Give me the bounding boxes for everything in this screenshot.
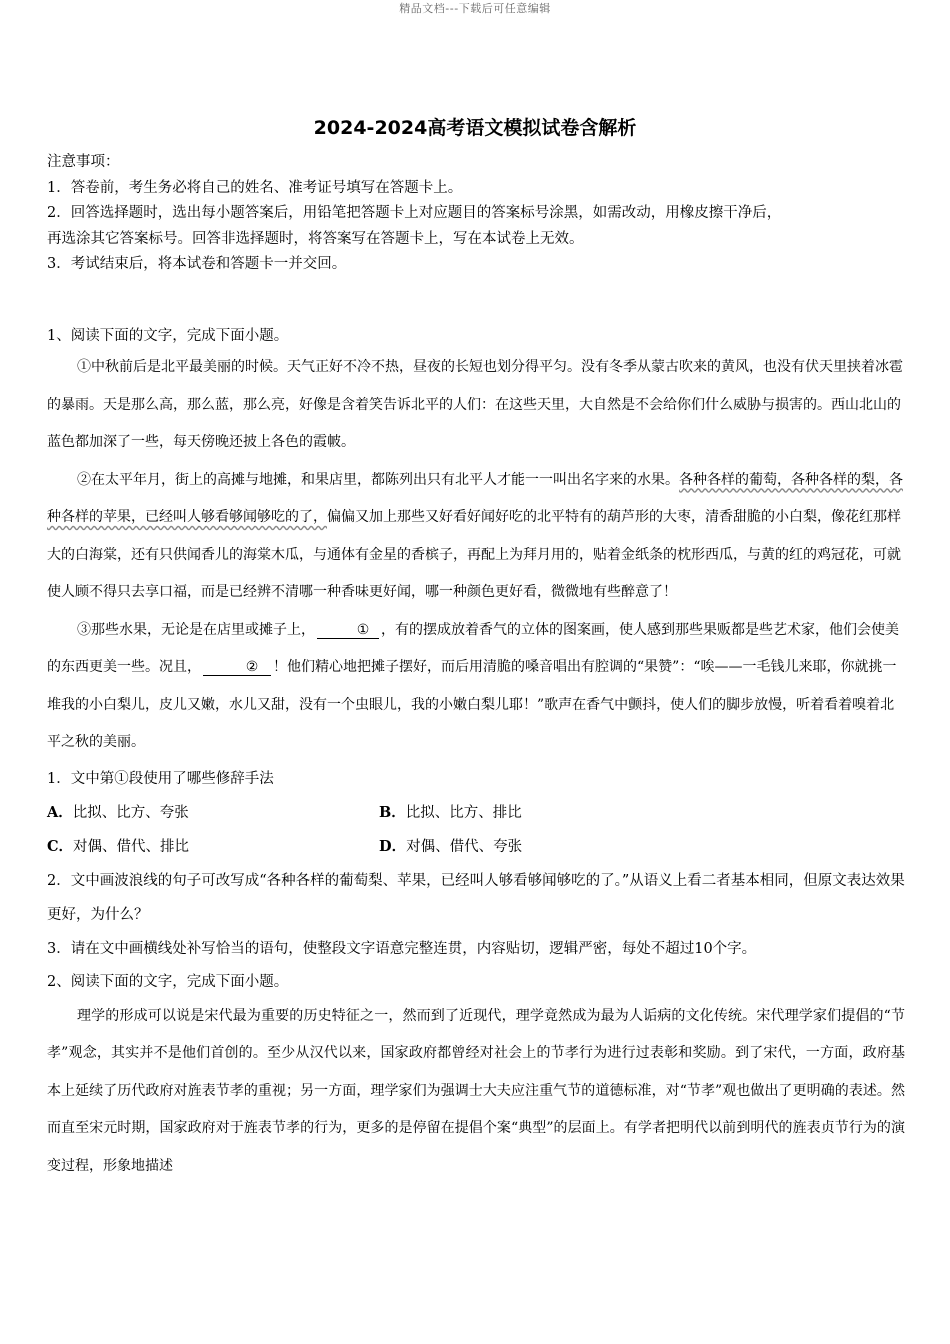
option-b[interactable] <box>379 796 711 830</box>
page-title: 2024-2024高考语文模拟试卷含解析 <box>313 117 637 139</box>
option-label: B． <box>379 803 406 821</box>
option-text: 对偶、借代、夸张 <box>406 838 523 855</box>
paragraph-3-part-b: ，有的摆成放着香气的立体的图案画，使人感到那些果贩都是些艺术家，他们会使美的东西更美一些。况且， <box>47 621 899 675</box>
option-d[interactable] <box>379 830 711 864</box>
paragraph-3-part-a: ③那些水果，无论是在店里或摊子上， <box>77 621 315 638</box>
option-c[interactable] <box>47 830 379 864</box>
notes-item: 1．答卷前，考生务必将自己的姓名、准考证号填写在答题卡上。 <box>47 179 463 196</box>
section2-heading: 2、阅读下面的文字，完成下面小题。 <box>47 973 289 990</box>
option-text: 对偶、借代、排比 <box>73 838 190 855</box>
option-a[interactable] <box>47 796 379 830</box>
notes-section <box>47 150 907 278</box>
passage-paragraph-1: ①中秋前后是北平最美丽的时候。天气正好不冷不热，昼夜的长短也划分得平匀。没有冬季从蒙古吹来的黄风，也没有伏天里挟着冰雹的暴雨。天是那么高，那么蓝，那么亮，好像是含着笑告诉北平的人们：在这些天里，大自然是不会给你们什么威胁与损害的。西山北山的蓝色都加深了一些，每天傍晚还披上各色的霞帔。 <box>47 359 903 450</box>
notes-item: 3．考试结束后，将本试卷和答题卡一并交回。 <box>47 256 347 272</box>
paragraph-3-part-c: ！他们精心地把摊子摆好，而后用清脆的嗓音唱出有腔调的“果赞”：“唉——一毛钱儿来耶，你就挑一堆我的小白梨儿，皮儿又嫩，水儿又甜，没有一个虫眼儿，我的小嫩白梨儿耶！”歌声在香气中颤抖，使人们的脚步放慢，听着看着嗅着北平之秋的美丽。 <box>47 659 897 750</box>
wavy-underlined-sentence: 各种各样的葡萄，各种各样的梨，各种各样的苹果，已经叫人够看够闻够吃的了， <box>47 471 903 525</box>
fill-blank-1[interactable]: ① <box>317 622 379 639</box>
paragraph-2-start: ②在太平年月，街上的高摊与地摊，和果店里，都陈列出只有北平人才能一一叫出名字来的水果。 <box>77 471 679 488</box>
option-label: C． <box>47 837 74 855</box>
options-row-2 <box>47 830 905 864</box>
option-text: 比拟、比方、夸张 <box>72 804 189 821</box>
main-content <box>47 324 905 1185</box>
section1-heading: 1、阅读下面的文字，完成下面小题。 <box>47 328 289 344</box>
section2-paragraph-1: 理学的形成可以说是宋代最为重要的历史特征之一，然而到了近现代，理学竟然成为最为人诟病的文化传统。宋代理学家们提倡的“节孝”观念，其实并不是他们首创的。至少从汉代以来，国家政府都曾经对社会上的节孝行为进行过表彰和奖励。到了宋代，一方面，政府基本上延续了历代政府对旌表节孝的重视；另一方面，理学家们为强调士大夫应注重气节的道德标准，对“节孝”观也做出了更明确的表述。然而直至宋元时期，国家政府对于旌表节孝的行为，更多的是停留在提倡个案“典型”的层面上。有学者把明代以前到明代的旌表贞节行为的演变过程，形象地描述 <box>47 1007 905 1174</box>
notes-item: 2．回答选择题时，选出每小题答案后，用铅笔把答题卡上对应题目的答案标号涂黑，如需改动，用橡皮擦干净后， <box>47 205 782 221</box>
option-label: A． <box>47 803 73 821</box>
notes-heading: 注意事项： <box>47 154 120 170</box>
passage-paragraph-2 <box>47 462 905 612</box>
options-row-1 <box>47 796 905 830</box>
option-text: 比拟、比方、排比 <box>405 804 522 821</box>
paragraph-2-end: 偏偏又加上那些又好看好闻好吃的北平特有的葫芦形的大枣，清香甜脆的小白梨，像花红那样大的白海棠，还有只供闻香儿的海棠木瓜，与通体有金星的香槟子，再配上为拜月用的，贴着金纸条的枕形西瓜，与黄的红的鸡冠花，可就使人顾不得只去享口福，而是已经辨不清哪一种香味更好闻，哪一种颜色更好看，微微地有些醉意了！ <box>47 509 901 600</box>
notes-item: 再选涂其它答案标号。回答非选择题时，将答案写在答题卡上，写在本试卷上无效。 <box>47 230 584 247</box>
header-watermark: 精品文档---下载后可任意编辑 <box>399 2 551 15</box>
question-3: 3．请在文中画横线处补写恰当的语句，使整段文字语意完整连贯，内容贴切，逻辑严密，每处不超过10个字。 <box>47 940 757 957</box>
fill-blank-2[interactable]: ② <box>203 659 271 676</box>
question-2: 2．文中画波浪线的句子可改写成“各种各样的葡萄梨、苹果，已经叫人够看够闻够吃的了。”从语义上看二者基本相同，但原文表达效果更好，为什么？ <box>47 872 905 923</box>
question-1: 1．文中第①段使用了哪些修辞手法 <box>47 770 274 787</box>
option-label: D． <box>379 837 407 855</box>
passage-paragraph-3 <box>47 612 905 762</box>
section1-passage <box>47 349 905 762</box>
